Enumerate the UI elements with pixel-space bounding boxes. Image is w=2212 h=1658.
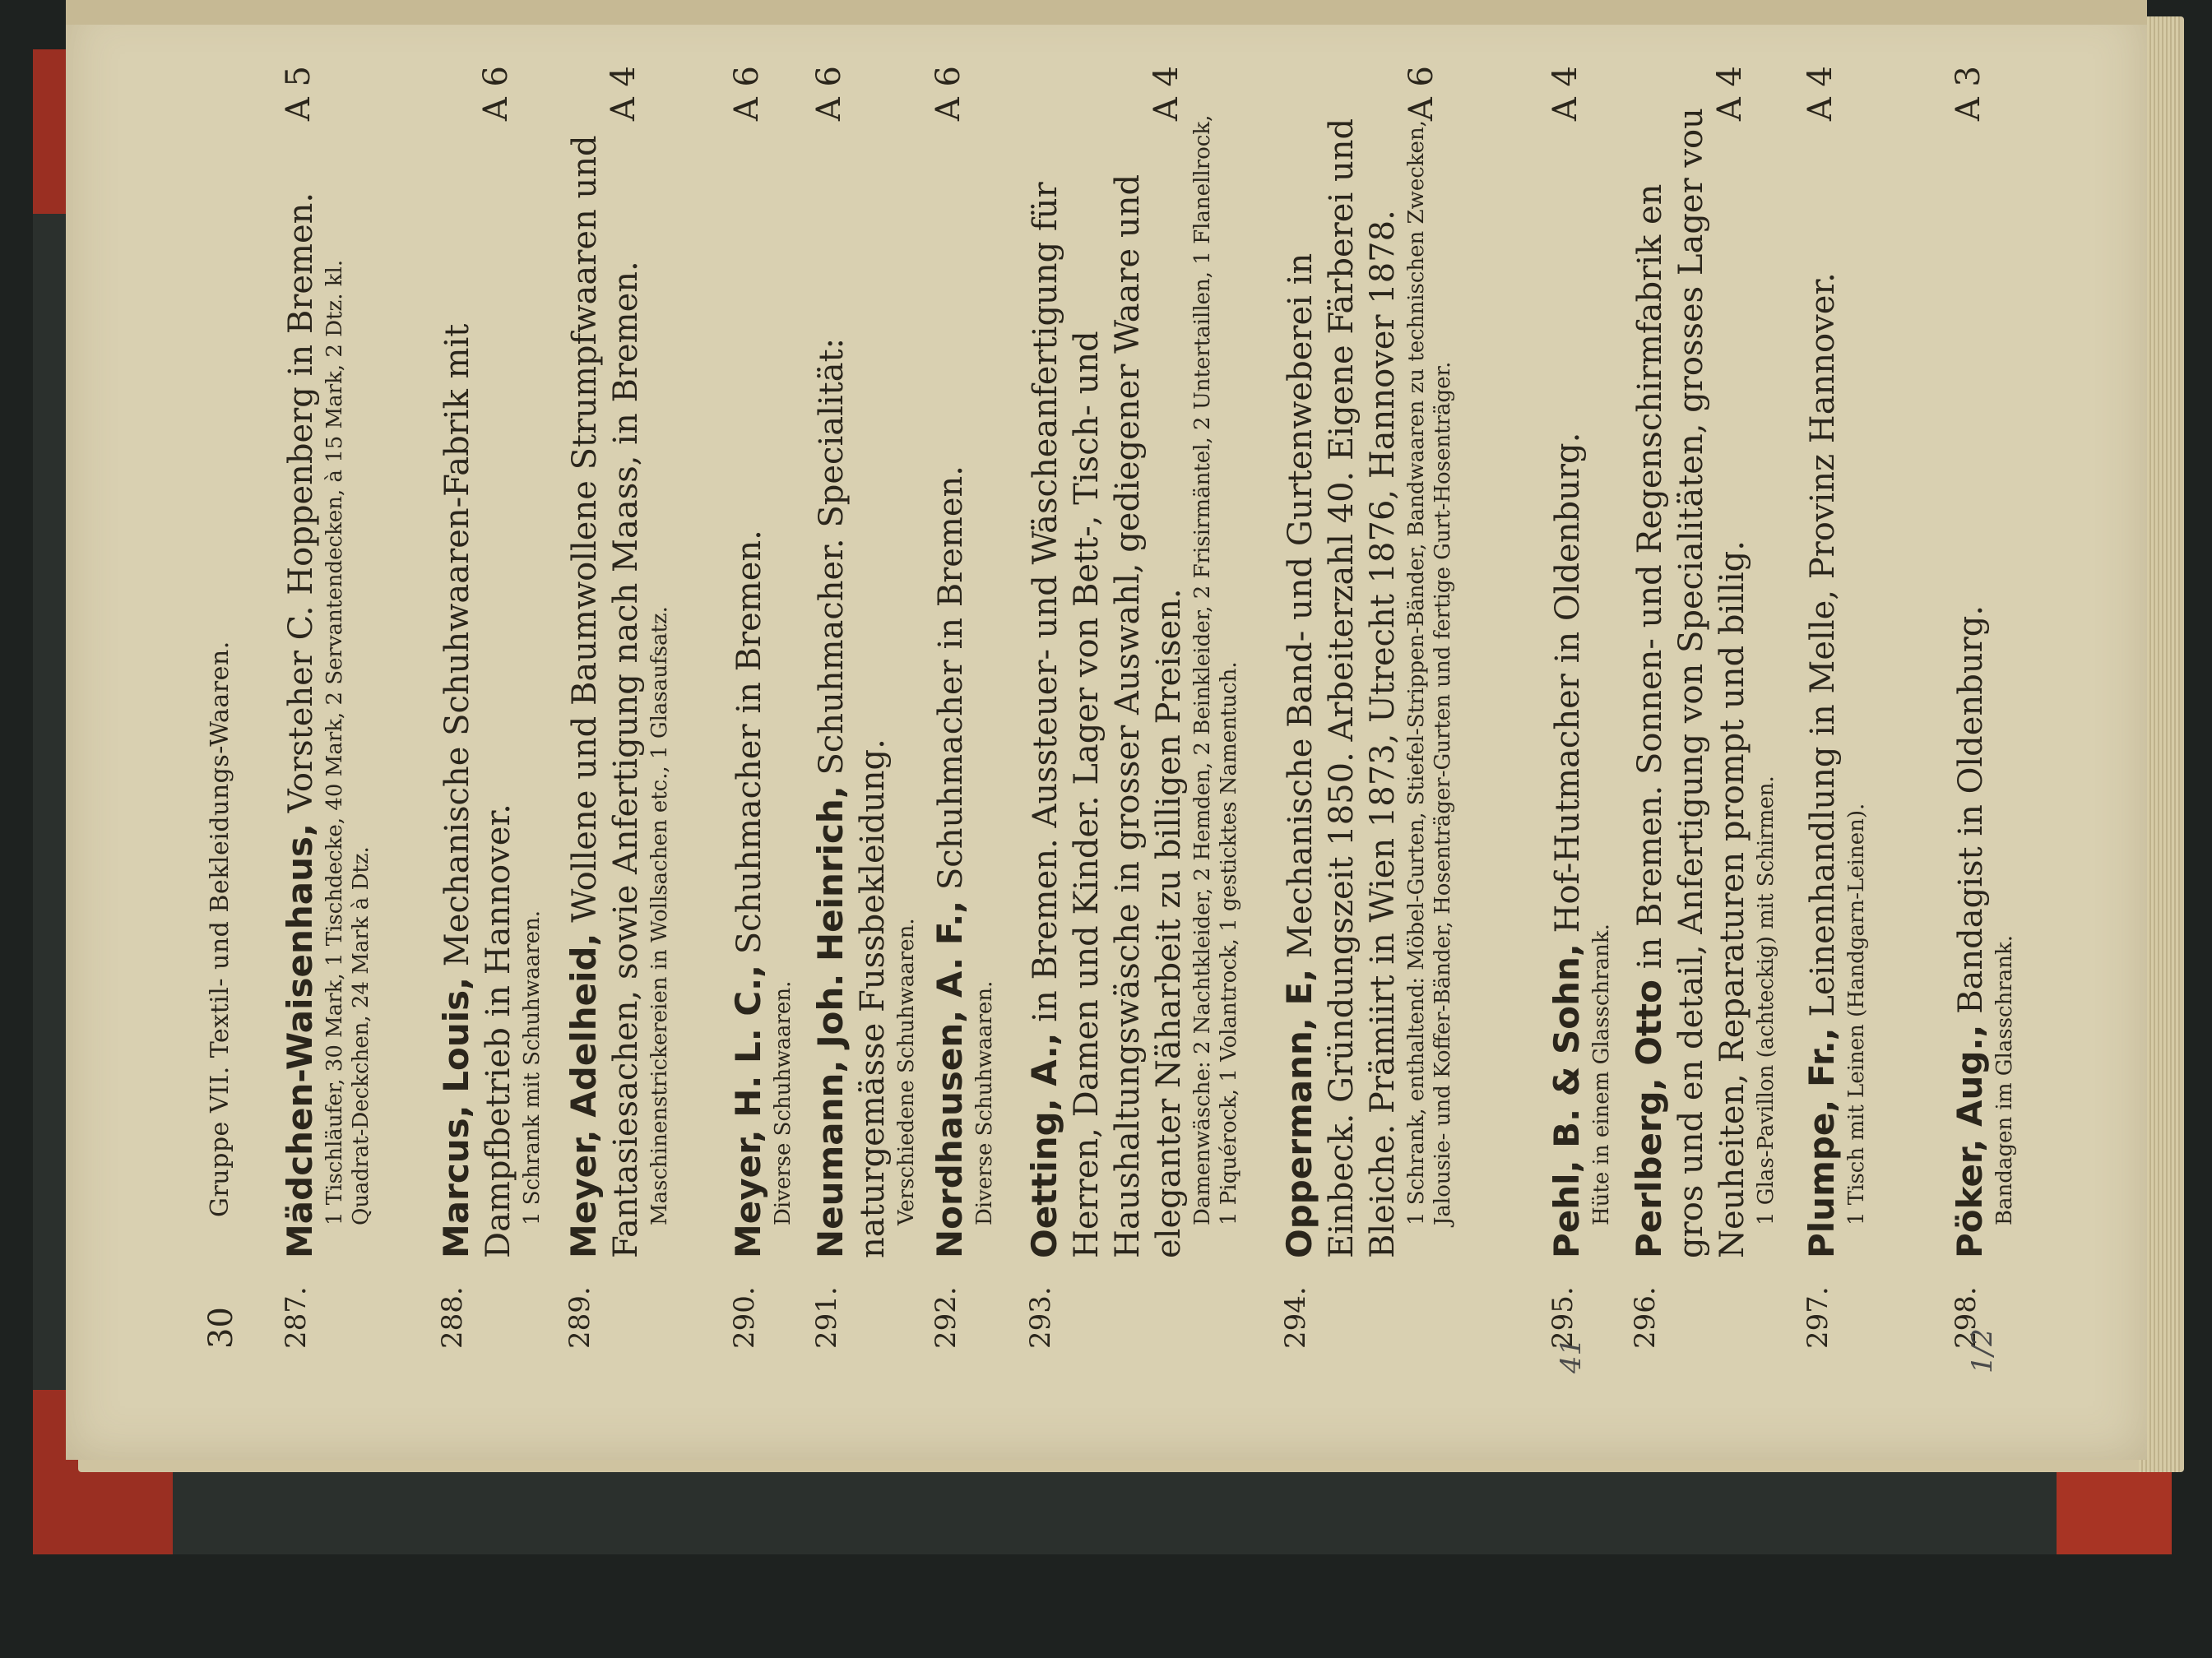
entry-number: 288. (436, 1286, 469, 1349)
entry-name: Pöker, Aug., (1950, 1024, 1990, 1258)
entry-name: Perlberg, Otto (1629, 980, 1669, 1258)
entry-text: Schuhmacher in Bremen. (730, 530, 768, 955)
entry-number: 298. (1950, 1286, 1982, 1349)
entry-name: Oppermann, E, (1279, 968, 1319, 1258)
entry-text: Mechanische Schuhwaaren-Fabrik mit Dampfbetrieb in Hannover. (438, 323, 517, 1258)
entry-number: 295. (1547, 1286, 1579, 1349)
entry-details: 1 Schrank, enthaltend: Möbel-Gurten, Stiefel-Strippen-Bänder, Bandwaaren zu technischen Zwecken, Jalousie- und Koffer-Bänder, Hosenträger-Gurten und fertige Gurt-Hosenträger. (1404, 120, 1455, 1225)
entry-text: Leinenhandlung in Melle, Provinz Hannover. (1804, 272, 1842, 1017)
entry-details: 1 Glas-Pavillon (achteckig) mit Schirmen. (1754, 776, 1778, 1225)
entry-text: in Bremen. Aussteuer- und Wäscheanfertigung für Herren, Damen und Kinder. Lager von Bett-, Tisch- und Haushaltungswäsche in grosser Auswahl, gediegener Waare und eleganter Näharbeit zu billigen Preisen. (1027, 174, 1188, 1258)
entry-name: Meyer, Adelheid, (563, 933, 604, 1258)
entry-name: Oetting, A., (1024, 1032, 1064, 1258)
entry-name: Pehl, B. & Sohn, (1547, 943, 1587, 1258)
entry-number: 296. (1629, 1286, 1662, 1349)
page-number: 30 (202, 1307, 240, 1349)
entry-details: Diverse Schuhwaaren. (972, 980, 997, 1225)
entry-details: Bandagen im Glasschrank. (1992, 934, 2017, 1225)
entry-name: Neumann, Joh. Heinrich, (810, 785, 851, 1258)
entry-location: A 6 (1403, 66, 1440, 122)
entry-number: 292. (930, 1286, 962, 1349)
entry-number: 297. (1802, 1286, 1834, 1349)
entry-text: in Bremen. Sonnen- und Regenschirmfabrik en gros und en detail, Anfertigung von Specialitäten, grosses Lager vou Neuheiten, Reparaturen prompt und billig. (1631, 108, 1751, 1258)
entry-location: A 4 (605, 66, 642, 122)
entry-location: A 4 (1547, 66, 1584, 122)
entry-details: Verschiedene Schuhwaaren. (894, 918, 919, 1225)
entry-details: Diverse Schuhwaaren. (771, 980, 795, 1225)
entry-location: A 4 (1711, 66, 1749, 122)
entry-name: Mädchen-Waisenhaus, (280, 823, 320, 1258)
entry-name: Nordhausen, A. F., (930, 900, 970, 1258)
entry-location: A 6 (728, 66, 766, 122)
entry-details: Maschinenstrickereien in Wollsachen etc., 1 Glasaufsatz. (647, 606, 672, 1225)
entry-text: Mechanische Band- und Gurtenweberei in Einbeck. Gründungszeit 1850. Arbeiterzahl 40. Eigene Färberei und Bleiche. Prämiirt in Wien 1873, Utrecht 1876, Hannover 1878. (1282, 118, 1402, 1258)
entry-details: 1 Tisch mit Leinen (Handgarn-Leinen). (1844, 803, 1869, 1225)
entry-name: Meyer, H. L. C., (728, 964, 768, 1258)
entry-number: 291. (810, 1286, 843, 1349)
entry-number: 294. (1279, 1286, 1312, 1349)
entry-details: 1 Schrank mit Schuhwaaren. (520, 910, 545, 1225)
entry-name: Marcus, Louis, (436, 976, 476, 1258)
entry-details: 1 Tischläufer, 30 Mark, 1 Tischdecke, 40 Mark, 2 Servantendecken, à 15 Mark, 2 Dtz. kl. Quadrat-Deckchen, 24 Mark à Dtz. (322, 259, 373, 1225)
pencil-mark: 41 (1555, 1337, 1588, 1373)
entry-number: 289. (563, 1286, 596, 1349)
entry-location: A 6 (810, 66, 848, 122)
entry-location: A 6 (930, 66, 967, 122)
entry-name: Plumpe, Fr., (1802, 1027, 1842, 1258)
entry-details: Damenwäsche: 2 Nachtkleider, 2 Hemden, 2 Beinkleider, 2 Frisirmäntel, 2 Untertaillen, 1 Flanellrock, 1 Piquérock, 1 Volantrock, 1 gesticktes Namentuch. (1190, 114, 1241, 1225)
page-header-title: Gruppe VII. Textil- und Bekleidungs-Waaren. (206, 641, 234, 1217)
entry-text: Wollene und Baumwollene Strumpfwaaren und Fantasiesachen, sowie Anfertigung nach Maass, in Bremen. (566, 135, 645, 1258)
pencil-mark: 1/2 (1966, 1328, 1999, 1373)
entry-text: Schuhmacher. Specialität: naturgemässe Fussbekleidung. (813, 337, 892, 1258)
entry-number: 290. (728, 1286, 761, 1349)
facing-page-edge (66, 0, 2147, 25)
page-content (197, 33, 2089, 1373)
entry-location: A 5 (280, 66, 318, 122)
entry-details: Hüte in einem Glasschrank. (1589, 924, 1614, 1225)
entry-text: Schuhmacher in Bremen. (932, 465, 970, 891)
entry-location: A 4 (1802, 66, 1839, 122)
entry-location: A 6 (477, 66, 515, 122)
entry-number: 293. (1024, 1286, 1057, 1349)
entry-text: Hof-Hutmacher in Oldenburg. (1549, 432, 1587, 933)
entry-text: Bandagist in Oldenburg. (1952, 604, 1990, 1014)
entry-text: Vorsteher C. Hoppenberg in Bremen. (282, 192, 320, 813)
running-header (197, 66, 247, 1349)
entry-location: A 3 (1950, 66, 1987, 122)
entry-location: A 4 (1148, 66, 1185, 122)
entry-number: 287. (280, 1286, 313, 1349)
